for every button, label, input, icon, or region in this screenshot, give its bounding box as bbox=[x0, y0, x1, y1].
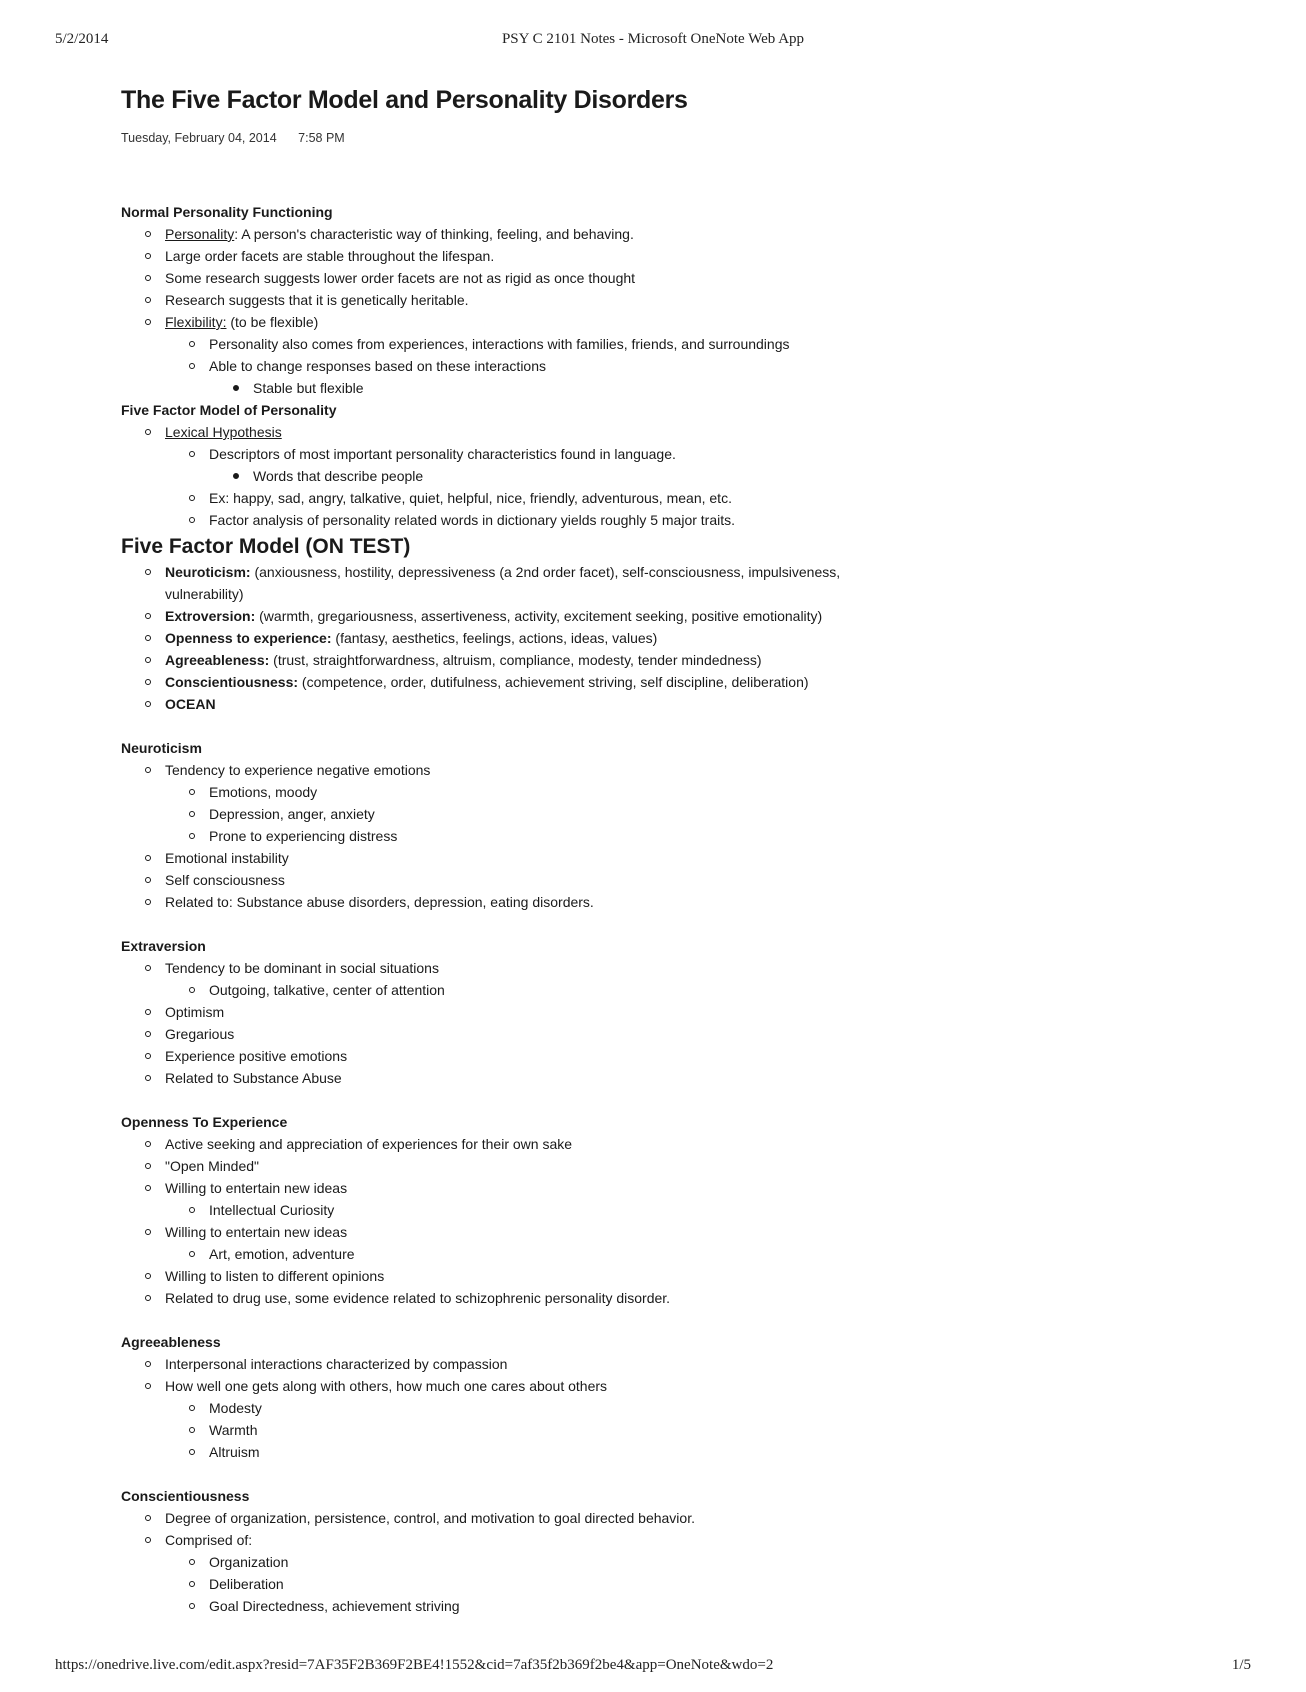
disc-bullet-icon bbox=[233, 473, 239, 479]
circle-bullet-icon bbox=[145, 1031, 151, 1037]
list-item: Tendency to experience negative emotions bbox=[121, 759, 1221, 781]
circle-bullet-icon bbox=[189, 811, 195, 817]
circle-bullet-icon bbox=[145, 1295, 151, 1301]
list-item: Intellectual Curiosity bbox=[121, 1199, 1221, 1221]
list-item: Ex: happy, sad, angry, talkative, quiet, helpful, nice, friendly, adventurous, mean, etc. bbox=[121, 487, 1221, 509]
circle-bullet-icon bbox=[145, 1053, 151, 1059]
term-flexibility: Flexibility: bbox=[165, 314, 227, 330]
print-footer bbox=[55, 1657, 1251, 1677]
list-item: Large order facets are stable throughout the lifespan. bbox=[121, 245, 1221, 267]
circle-bullet-icon bbox=[145, 429, 151, 435]
print-date: 5/2/2014 bbox=[55, 31, 109, 47]
circle-bullet-icon bbox=[145, 701, 151, 707]
circle-bullet-icon bbox=[145, 965, 151, 971]
page-date: Tuesday, February 04, 2014 bbox=[121, 131, 277, 145]
section-heading-ffm-on-test: Five Factor Model (ON TEST) bbox=[121, 535, 411, 558]
circle-bullet-icon bbox=[189, 1581, 195, 1587]
list-item: Related to: Substance abuse disorders, depression, eating disorders. bbox=[121, 891, 1221, 913]
circle-bullet-icon bbox=[145, 569, 151, 575]
page-title: The Five Factor Model and Personality Disorders bbox=[121, 86, 688, 114]
circle-bullet-icon bbox=[189, 363, 195, 369]
list-item: Descriptors of most important personality characteristics found in language. bbox=[121, 443, 1221, 465]
list-item: Optimism bbox=[121, 1001, 1221, 1023]
term-lexical-hypothesis: Lexical Hypothesis bbox=[165, 424, 282, 440]
list-item: Personality: A person's characteristic way of thinking, feeling, and behaving. bbox=[121, 223, 1221, 245]
circle-bullet-icon bbox=[189, 987, 195, 993]
list-item: Interpersonal interactions characterized by compassion bbox=[121, 1353, 1221, 1375]
list-item: Flexibility: (to be flexible) bbox=[121, 311, 1221, 333]
circle-bullet-icon bbox=[145, 297, 151, 303]
circle-bullet-icon bbox=[145, 253, 151, 259]
section-heading-normal-personality: Normal Personality Functioning bbox=[121, 204, 333, 220]
list-item: Comprised of: bbox=[121, 1529, 1221, 1551]
circle-bullet-icon bbox=[189, 1405, 195, 1411]
section-heading-agreeableness: Agreeableness bbox=[121, 1334, 221, 1350]
list-item: Organization bbox=[121, 1551, 1221, 1573]
section-heading-conscientiousness: Conscientiousness bbox=[121, 1488, 250, 1504]
circle-bullet-icon bbox=[145, 855, 151, 861]
list-item: Experience positive emotions bbox=[121, 1045, 1221, 1067]
list-item: Deliberation bbox=[121, 1573, 1221, 1595]
circle-bullet-icon bbox=[145, 1273, 151, 1279]
circle-bullet-icon bbox=[189, 1449, 195, 1455]
list-item: Able to change responses based on these interactions bbox=[121, 355, 1221, 377]
list-item: Active seeking and appreciation of experiences for their own sake bbox=[121, 1133, 1221, 1155]
circle-bullet-icon bbox=[145, 899, 151, 905]
circle-bullet-icon bbox=[189, 1427, 195, 1433]
circle-bullet-icon bbox=[189, 451, 195, 457]
list-item: Words that describe people bbox=[121, 465, 1221, 487]
list-item: Openness to experience: (fantasy, aesthetics, feelings, actions, ideas, values) bbox=[121, 627, 1221, 649]
print-window-title: PSY C 2101 Notes - Microsoft OneNote Web App bbox=[501, 31, 805, 47]
disc-bullet-icon bbox=[233, 385, 239, 391]
print-header bbox=[55, 31, 1251, 51]
list-item: Some research suggests lower order facets are not as rigid as once thought bbox=[121, 267, 1221, 289]
list-item: Self consciousness bbox=[121, 869, 1221, 891]
list-item: Outgoing, talkative, center of attention bbox=[121, 979, 1221, 1001]
circle-bullet-icon bbox=[145, 1515, 151, 1521]
circle-bullet-icon bbox=[189, 495, 195, 501]
page-timestamp bbox=[121, 131, 345, 145]
list-item: Emotions, moody bbox=[121, 781, 1221, 803]
circle-bullet-icon bbox=[189, 1603, 195, 1609]
print-url: https://onedrive.live.com/edit.aspx?resid=7AF35F2B369F2BE4!1552&cid=7af35f2b369f2be4&app=OneNote&wdo=2 bbox=[55, 1657, 774, 1673]
list-item: Extroversion: (warmth, gregariousness, assertiveness, activity, excitement seeking, positive emotionality) bbox=[121, 605, 1221, 627]
section-heading-extraversion: Extraversion bbox=[121, 938, 206, 954]
list-item: Research suggests that it is genetically heritable. bbox=[121, 289, 1221, 311]
list-item: OCEAN bbox=[121, 693, 1221, 715]
circle-bullet-icon bbox=[145, 1185, 151, 1191]
list-item: How well one gets along with others, how much one cares about others bbox=[121, 1375, 1221, 1397]
list-item: Modesty bbox=[121, 1397, 1221, 1419]
list-item: Related to drug use, some evidence related to schizophrenic personality disorder. bbox=[121, 1287, 1221, 1309]
circle-bullet-icon bbox=[145, 1361, 151, 1367]
circle-bullet-icon bbox=[189, 1207, 195, 1213]
section-heading-ffm-personality: Five Factor Model of Personality bbox=[121, 402, 337, 418]
circle-bullet-icon bbox=[145, 1383, 151, 1389]
list-item: Art, emotion, adventure bbox=[121, 1243, 1221, 1265]
circle-bullet-icon bbox=[189, 517, 195, 523]
list-item: Altruism bbox=[121, 1441, 1221, 1463]
list-item: Depression, anger, anxiety bbox=[121, 803, 1221, 825]
list-item: Personality also comes from experiences, interactions with families, friends, and surroundings bbox=[121, 333, 1221, 355]
circle-bullet-icon bbox=[145, 319, 151, 325]
list-item: Willing to entertain new ideas bbox=[121, 1221, 1221, 1243]
list-item: Tendency to be dominant in social situations bbox=[121, 957, 1221, 979]
section-heading-neuroticism: Neuroticism bbox=[121, 740, 202, 756]
list-item: Goal Directedness, achievement striving bbox=[121, 1595, 1221, 1617]
circle-bullet-icon bbox=[145, 275, 151, 281]
circle-bullet-icon bbox=[145, 767, 151, 773]
list-item: Willing to entertain new ideas bbox=[121, 1177, 1221, 1199]
list-item: Stable but flexible bbox=[121, 377, 1221, 399]
circle-bullet-icon bbox=[189, 341, 195, 347]
list-item: Gregarious bbox=[121, 1023, 1221, 1045]
circle-bullet-icon bbox=[145, 635, 151, 641]
list-item: Prone to experiencing distress bbox=[121, 825, 1221, 847]
circle-bullet-icon bbox=[189, 1251, 195, 1257]
normal-personality-list bbox=[121, 223, 1221, 333]
circle-bullet-icon bbox=[145, 657, 151, 663]
list-item: Agreeableness: (trust, straightforwardness, altruism, compliance, modesty, tender mindedness) bbox=[121, 649, 1221, 671]
term-personality: Personality bbox=[165, 226, 235, 242]
circle-bullet-icon bbox=[189, 1559, 195, 1565]
list-item: Warmth bbox=[121, 1419, 1221, 1441]
note-content[interactable] bbox=[121, 201, 1221, 1617]
circle-bullet-icon bbox=[145, 1009, 151, 1015]
list-item: Degree of organization, persistence, control, and motivation to goal directed behavior. bbox=[121, 1507, 1221, 1529]
circle-bullet-icon bbox=[145, 1537, 151, 1543]
list-item: Willing to listen to different opinions bbox=[121, 1265, 1221, 1287]
list-item: Related to Substance Abuse bbox=[121, 1067, 1221, 1089]
circle-bullet-icon bbox=[189, 789, 195, 795]
list-item: Conscientiousness: (competence, order, dutifulness, achievement striving, self discipline, deliberation) bbox=[121, 671, 1221, 693]
list-item: Emotional instability bbox=[121, 847, 1221, 869]
list-item: Neuroticism: (anxiousness, hostility, depressiveness (a 2nd order facet), self-consciousness, impulsiveness, vulnerability) bbox=[121, 561, 1221, 605]
circle-bullet-icon bbox=[189, 833, 195, 839]
flexibility-sublist bbox=[121, 333, 1221, 377]
print-page-number: 1/5 bbox=[1231, 1657, 1251, 1673]
list-item: "Open Minded" bbox=[121, 1155, 1221, 1177]
circle-bullet-icon bbox=[145, 1229, 151, 1235]
circle-bullet-icon bbox=[145, 613, 151, 619]
circle-bullet-icon bbox=[145, 231, 151, 237]
circle-bullet-icon bbox=[145, 1141, 151, 1147]
page-time: 7:58 PM bbox=[298, 131, 345, 145]
circle-bullet-icon bbox=[145, 1075, 151, 1081]
circle-bullet-icon bbox=[145, 679, 151, 685]
section-heading-openness: Openness To Experience bbox=[121, 1114, 288, 1130]
circle-bullet-icon bbox=[145, 1163, 151, 1169]
list-item bbox=[121, 421, 1221, 443]
circle-bullet-icon bbox=[145, 877, 151, 883]
list-item: Factor analysis of personality related words in dictionary yields roughly 5 major traits. bbox=[121, 509, 1221, 531]
